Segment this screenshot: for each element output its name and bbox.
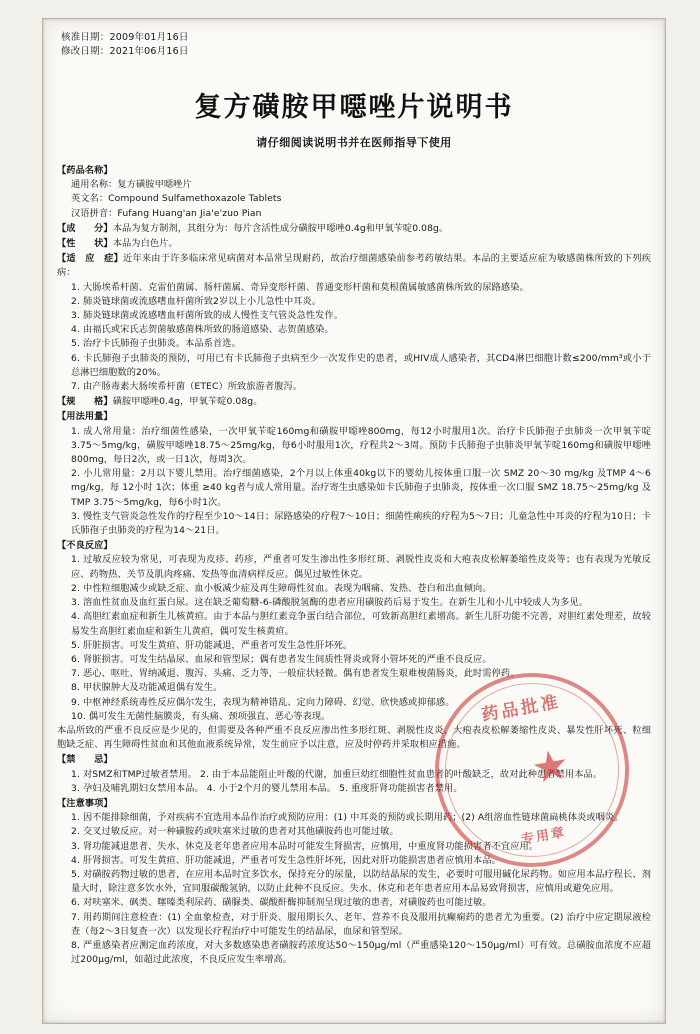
section-line: 汉语拼音：Fufang Huang'an Jia'e'zuo Pian (71, 207, 262, 219)
section-line: 1. 因不能排除细菌，予对疾病不宜选用本品作治疗或预防应用：(1) 中耳炎的预防或长期用药；(2) A组溶血性链球菌扁桃体炎或咽炎。 (71, 812, 624, 824)
section-line: 英文名：Compound Sulfamethoxazole Tablets (71, 193, 282, 205)
section-line: 2. 中性粒细胞减少或缺乏症、血小板减少症及再生障碍性贫血。表现为咽痛、发热、苍白和出血倾向。 (71, 582, 492, 594)
section-line: 磺胺甲噁唑0.4g，甲氧苄啶0.08g。 (112, 396, 263, 408)
approval-dates (61, 31, 651, 59)
section-line: 3. 孕妇及哺乳期妇女禁用本品。 4. 小于2个月的婴儿禁用本品。 5. 重度肝肾功能损害者禁用。 (71, 782, 463, 794)
section-line: 3. 慢性支气管炎急性发作的疗程至少10～14日；尿路感染的疗程7～10日；细菌性痢疾的疗程为5～7日；儿童急性中耳炎的疗程为10日；卡氏肺孢子虫肺炎的疗程为14～21日。 (71, 510, 651, 537)
section-line: 9. 中枢神经系统毒性反应偶尔发生，表现为精神错乱、定向力障碍、幻觉、欣快感或抑郁感。 (71, 696, 455, 708)
section-line: 3. 肾功能减退患者、失水、休克及老年患者应用本品时可能发生肾损害，应慎用，中重度肾功能损害者不宜应用。 (71, 840, 539, 852)
section-line: 5. 对磺胺药物过敏的患者，在应用本品时宜多饮水，保持充分的尿量，以防结晶尿的发生，必要时可服用碱化尿药物。如应用本品疗程长、剂量大时，除注意多饮水外，宜同服碳酸氢钠，以防止此种不良反应。失水、休克和老年患者应用本品易致肾损害，应慎用或避免应用。 (71, 868, 651, 895)
section-line: 3. 肺炎链球菌或流感嗜血杆菌所致的成人慢性支气管炎急性发作。 (71, 310, 344, 322)
section-dosage (57, 410, 651, 538)
section-line: 8. 甲状腺肿大及功能减退偶有发生。 (71, 682, 223, 694)
section-line: 10. 偶可发生无菌性脑膜炎，有头痛、颈项强直、恶心等表现。 (71, 710, 331, 722)
section-line: 本品为复方制剂，其组分为：每片含活性成分磺胺甲噁唑0.4g和甲氧苄啶0.08g。 (112, 222, 449, 234)
section-line: 5. 治疗卡氏肺孢子虫肺炎。本品系首选。 (71, 338, 241, 350)
section-line: 1. 大肠埃希杆菌、克雷伯菌属、肠杆菌属、奇异变形杆菌、普通变形杆菌和莫根菌属敏感菌株所致的尿路感染。 (71, 281, 529, 293)
section-ingredients (57, 222, 651, 236)
seal-top-text: 药品批准 (480, 692, 563, 726)
section-line: 本品为白色片。 (112, 238, 178, 250)
section-heading: 【禁 忌】 (57, 754, 113, 766)
document-body (57, 164, 651, 967)
section-adverse-reactions (57, 539, 651, 752)
section-heading: 【用法用量】 (57, 411, 113, 423)
section-heading: 【规 格】 (57, 396, 113, 408)
section-line: 6. 卡氏肺孢子虫肺炎的预防，可用已有卡氏肺孢子虫病至少一次发作史的患者，或HIV成人感染者，其CD4淋巴细胞计数≤200/mm³或小于总淋巴细胞数的20%。 (71, 352, 651, 378)
official-seal-stamp: 药品批准 ★ 专用章 (420, 658, 645, 883)
section-line: 2. 小儿常用量：2月以下婴儿禁用。治疗细菌感染，2个月以上体重40kg以下的婴幼儿按体重口服一次 SMZ 20～30 mg/kg 及TMP 4～6 mg/kg，每 12小时 1次；体重 ≥40 kg者与成人常用量。治疗寄生虫感染如卡氏肺孢子虫肺炎，按体重一次口服 SMZ 18.75～25mg/kg 及TMP 3.75～5mg/kg，每6小时1次。 (71, 468, 651, 508)
section-line: 本品所致的严重不良反应是少见的，但需要及各种严重不良反应渗出性多形红斑、剥脱性皮炎、大疱表皮松解萎缩性皮炎、暴发性肝坏死、粒细胞缺乏症、再生障碍性贫血和其他血液系统异常，发生前应予以注意，应及时停药并采取相应措施。 (57, 724, 651, 751)
page-subtitle: 请仔细阅读说明书并在医师指导下使用 (256, 136, 452, 149)
section-line: 4. 高胆红素血症和新生儿核黄疸。由于本品与胆红素竞争蛋白结合部位，可致新高胆红素增高。新生儿肝功能不完善，对胆红素处理差，故较易发生高胆红素血症和新生儿黄疸，偶可发生核黄疸。 (71, 611, 651, 637)
page-title: 复方磺胺甲噁唑片说明书 (194, 92, 514, 123)
section-line: 7. 用药期间注意检查：(1) 全血象检查，对于肝炎、服用期长久、老年、营养不良及服用抗癫痫药的患者尤为重要。(2) 治疗中应定期尿液检查（每2～3日复查一次）以发现长疗程治疗中可能发生的结晶尿，血尿和管型尿。 (71, 911, 651, 937)
section-heading: 【注意事项】 (57, 797, 113, 809)
section-line: 近年来由于许多临床常见病菌对本品常呈现耐药，故治疗细菌感染前参考药敏结果。本品的主要适应症为敏感菌株所致的下列疾病： (57, 253, 651, 279)
section-line: 7. 恶心、呕吐、胃纳减退、腹泻、头痛、乏力等，一般症状轻微。偶有患者发生艰难梭菌肠炎，此时需停药。 (71, 668, 520, 680)
section-heading: 【性 状】 (57, 238, 113, 250)
section-line: 1. 对SMZ和TMP过敏者禁用。 2. 由于本品能阻止叶酸的代谢，加重巨幼红细胞性贫血患者的叶酸缺乏，故对此种患者禁用本品。 (71, 768, 603, 780)
seal-bottom-text: 专用章 (520, 825, 568, 848)
revision-date: 修改日期：2021年06月16日 (61, 46, 189, 57)
section-line: 2. 肺炎链球菌或流感嗜血杆菌所致2岁以上小儿急性中耳炎。 (71, 295, 322, 307)
section-line: 通用名称：复方磺胺甲噁唑片 (71, 179, 192, 191)
section-line: 2. 交叉过敏反应。对一种磺胺药或呋塞米过敏的患者对其他磺胺药也可能过敏。 (71, 826, 399, 838)
section-heading: 【成 分】 (57, 222, 113, 234)
section-drug-name (57, 164, 651, 221)
section-appearance (57, 237, 651, 251)
section-heading: 【药品名称】 (57, 165, 113, 176)
section-line: 1. 过敏反应较为常见，可表现为皮疹、药疹，严重者可发生渗出性多形红斑、剥脱性皮炎和大疱表皮松解萎缩性皮炎等；也有表现为光敏反应、药物热、关节及肌肉疼痛、发热等血清病样反应。偶见过敏性休克。 (71, 554, 651, 580)
paper-sheet (42, 18, 666, 1024)
section-line: 1. 成人常用量：治疗细菌性感染，一次甲氧苄啶160mg和磺胺甲噁唑800mg，每12小时服用1次。治疗卡氏肺孢子虫肺炎一次甲氧苄啶3.75～5mg/kg，磺胺甲噁唑18.75～25mg/kg，每6小时服用1次，疗程共2～3周。预防卡氏肺孢子虫肺炎甲氧苄啶160mg和磺胺甲噁唑800mg，每日2次，或一日1次，每周3次。 (71, 425, 651, 466)
section-line: 4. 由福氏或宋氏志贺菌敏感菌株所致的肠道感染、志贺菌感染。 (71, 324, 334, 336)
section-precautions (57, 797, 651, 967)
section-line: 4. 肝肾损害。可发生黄疸、肝功能减退，严重者可发生急性肝坏死，因此对肝功能损害患者应慎用本品。 (71, 854, 501, 866)
section-contraindications (57, 753, 651, 796)
section-specification (57, 395, 651, 409)
section-heading: 【适 应 症】 (57, 253, 124, 265)
section-line: 5. 肝脏损害。可发生黄疸、肝功能减退，严重者可发生急性肝坏死。 (71, 639, 353, 651)
section-indications (57, 252, 651, 394)
approval-date: 核准日期：2009年01月16日 (61, 32, 189, 43)
section-line: 7. 由产肠毒素大肠埃希杆菌（ETEC）所致旅游者腹泻。 (71, 381, 303, 393)
section-line: 6. 对呋塞米、砜类、噻嗪类利尿药、磺脲类、碳酸酐酶抑制剂呈现过敏的患者，对磺胺药也可能过敏。 (71, 897, 492, 909)
paper-content (57, 31, 651, 1017)
section-heading: 【不良反应】 (57, 540, 113, 552)
section-line: 6. 肾脏损害。可发生结晶尿、血尿和管型尿；偶有患者发生间质性肾炎或肾小管坏死的严重不良反应。 (71, 653, 492, 665)
section-line: 3. 溶血性贫血及血红蛋白尿。这在缺乏葡萄糖-6-磷酸脱氢酶的患者应用磺胺药后易于发生。在新生儿和小儿中较成人为多见。 (71, 597, 588, 609)
section-line: 8. 严重感染者应测定血药浓度，对大多数感染患者磺胺药浓度达50～150μg/ml（严重感染120～150μg/ml）可有效。总磺胺血浓度不应超过200μg/ml，如超过此浓度，不良反应发生率增高。 (71, 939, 651, 966)
